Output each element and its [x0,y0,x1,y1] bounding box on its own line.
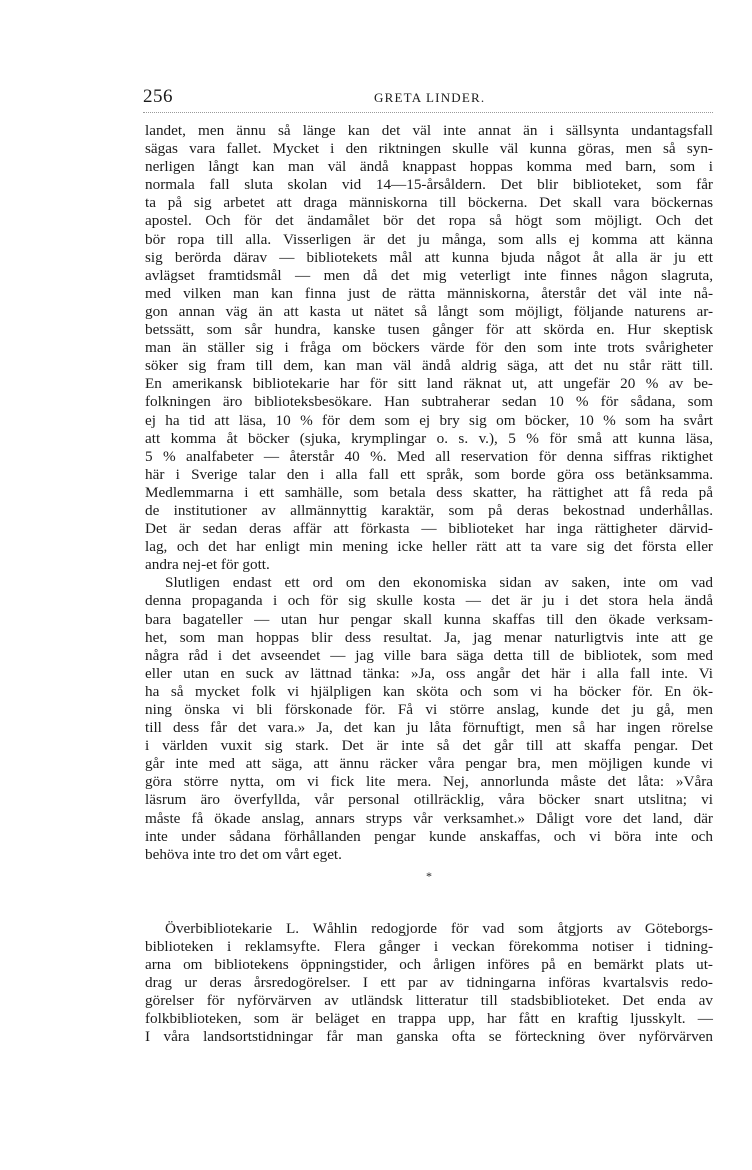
text-line: Det är sedan deras affär att förkasta — biblioteket har inga rättigheter därvid- [145,520,713,538]
text-line: att komma åt böcker (sjuka, krymplingar o. s. v.), 5 % för små att kunna läsa, [145,429,713,447]
text-line: andra nej-et för gott. [145,556,270,574]
text-line: ning önska vi bli förskonade för. Få vi större anslag, kunde det ju gå, men [145,701,713,718]
text-line: med vilken man kan finna just de rätta människorna, återstår det väl inte nå- [145,284,713,302]
text-line: betssätt, som sår hundra, kanske tusen gånger för att skörda en. Hur skeptisk [145,321,713,339]
text-line: göra större nytta, om vi fick lite mera. Nej, annorlunda måste det låta: »Våra [145,773,713,791]
text-line: de institutioner av allmännyttig karaktär, som på deras bekostnad underhållas. [145,501,713,519]
text-line: denna propaganda i och för sig skulle kosta — det är ju i det stora hela ändå [145,592,713,610]
text-line: biblioteken i reklamsyfte. Flera gånger i veckan förekomma notiser i tidning- [145,937,713,955]
text-line: Medlemmarna i ett samhälle, som betala dess skatter, ha rättighet att få reda på [145,483,713,501]
text-line: lag, och det har enligt min mening icke heller rätt att ta vare sig det första eller [145,538,713,556]
section-separator: * [426,868,432,883]
text-line: ej ha tid att läsa, 10 % för dem som ej bry sig om böcker, 10 % som ha svårt [145,411,713,429]
text-line: I våra landsortstidningar får man ganska ofta se förteckning över nyförvärven [145,1028,713,1046]
body-text [145,122,713,1047]
page-number: 256 [143,86,173,107]
paragraph-1 [145,122,713,574]
text-line: bör ropa till alla. Visserligen är det ju många, som alls ej komma att känna [145,230,713,248]
text-line: Överbibliotekarie L. Wåhlin redogjorde för vad som åtgjorts av Göteborgs- [165,919,713,937]
text-line: normala fall sluta skolan vid 14—15-årsåldern. Det blir biblioteket, som får [145,176,713,194]
text-line: i världen vuxit sig stark. Det är inte så det går till att skaffa pengar. Det [145,737,713,755]
text-line: inte under sådana förhållanden pengar kunde anskaffas, och vi böra inte och [145,827,713,845]
text-line: gon annan väg än att kasta ut nätet så långt som möjligt, följande naturens ar- [145,302,713,320]
text-line: måste få ökade anslag, annars stryps vår verksamhet.» Dåligt vore det land, där [145,809,713,827]
text-line: Slutligen endast ett ord om den ekonomiska sidan av saken, inte om vad [165,574,713,592]
text-line: här i Sverige talar den i alla fall ett språk, som borde göra oss betänksamma. [145,465,713,483]
text-line: arna om bibliotekens öppningstider, och årligen införes på en bemärkt plats ut- [145,956,713,974]
text-line: apostel. Och för det ändamålet bör det ropa så högt som möjligt. Och det [145,212,713,230]
text-line: folkbiblioteken, som är beläget en trappa upp, har fått en kraftig ljusskylt. — [145,1010,713,1028]
text-line: nerligen långt kan man väl ändå knappast hoppas komma med barn, som i [145,158,713,176]
text-line: drag ur deras årsredogörelser. I ett par av tidningarna införas kvartalsvis redo- [145,974,713,992]
header-rule [143,112,713,113]
text-line: 5 % analfabeter — återstår 40 %. Med all reservation för denna siffras riktighet [145,447,713,465]
text-line: några råd i det avseendet — jag ville bara säga detta till de bibliotek, som med [145,646,713,664]
text-line: sig berörda därav — bibliotekets mål att kunna bjuda något åt alla är ju ett [145,248,713,266]
text-line: En amerikansk bibliotekarie har för sitt land räknat ut, att ungefär 20 % av be- [145,375,713,393]
text-line: ta på sig arbetet att draga människorna till böckerna. Det skall vara böckernas [145,194,713,212]
text-line: söker sig fram till dem, kan man väl ändå aldrig säga, att det nu står rätt till. [145,357,713,375]
text-line: eller utan en suck av lättnad tänka: »Ja, oss angår det här i alla fall inte. Vi [145,664,713,682]
text-line: sägas vara fallet. Mycket i den riktningen skulle väl kunna göras, men så syn- [145,140,713,158]
text-line: bara bagateller — utan hur pengar skall kunna skaffas till den ökade verksam- [145,610,713,628]
text-line: läsrum äro överfyllda, vår personal otillräcklig, våra böcker snart utslitna; vi [145,791,713,809]
running-head: GRETA LINDER. [374,90,486,105]
text-line: het, som man hoppas blir dess resultat. Ja, jag menar naturligtvis inte att ge [145,628,713,646]
text-line: ha så mycket folk vi hjälpligen kan sköta och som vi ha böcker för. En ök- [145,682,713,700]
text-line: avlägset framtidsmål — men då det mig veterligt inte finnes någon slagruta, [145,266,713,284]
paragraph-2 [145,574,713,864]
text-line: man än ställer sig i fråga om böckers värde för den som inte trots svårigheter [145,339,713,357]
text-line: görelser för nyförvärven av utländsk litteratur till stadsbiblioteket. Det enda av [145,992,713,1010]
text-line: behöva inte tro det om vårt eget. [145,845,342,863]
text-line: folkningen äro biblioteksbesökare. Han subtraherar sedan 10 % för sådana, som [145,393,713,411]
paragraph-3 [145,920,713,1047]
text-line: till dess får det vara.» Ja, det kan ju låta förnuftigt, men så har ingen rörelse [145,719,713,737]
text-line: går inte med att säga, att ännu räcker våra pengar bra, men möjligen kunde vi [145,755,713,773]
text-line: landet, men ännu så länge kan det väl inte annat än i sällsynta undantagsfall [145,122,713,139]
